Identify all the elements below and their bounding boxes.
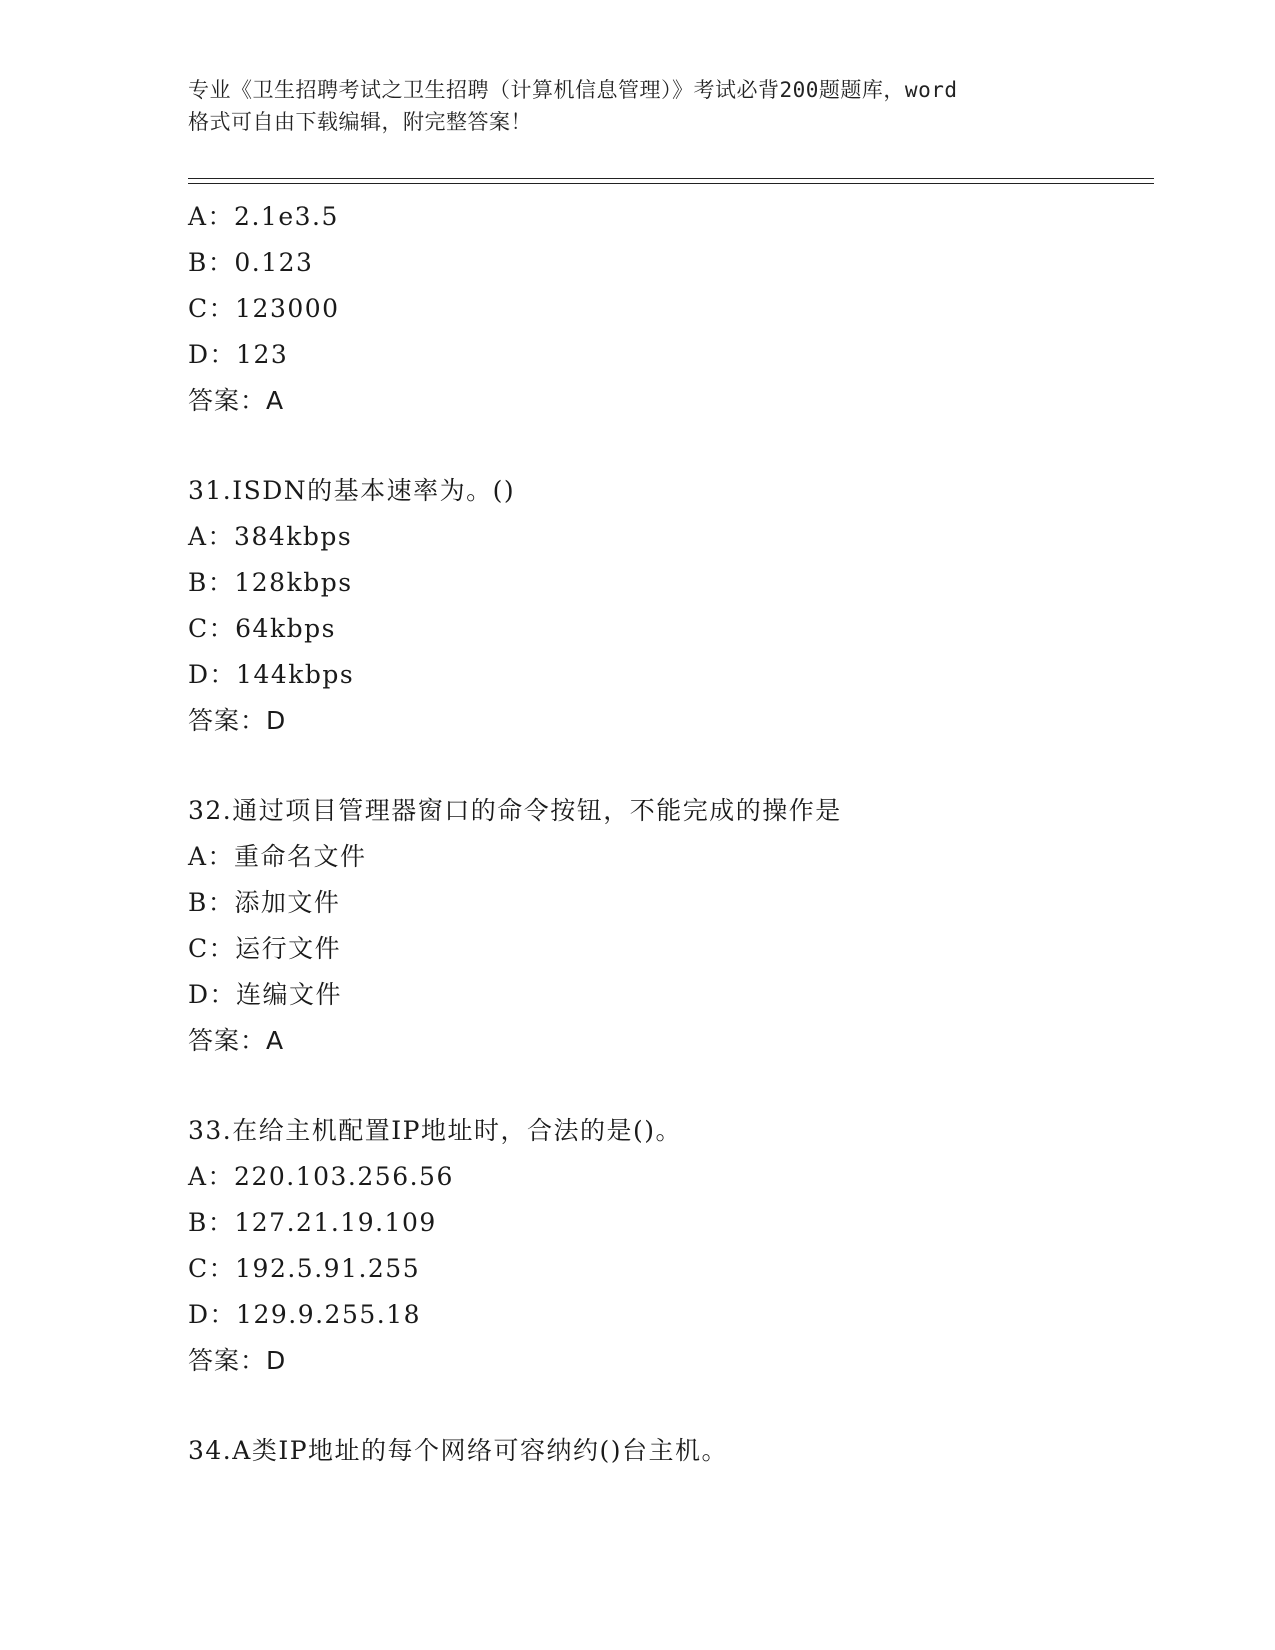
question-block: [188, 1108, 1154, 1384]
answer: 答案：D: [188, 706, 287, 735]
spacer: [188, 1064, 1154, 1108]
header-rule-bottom: [188, 183, 1154, 184]
option-a: A：384kbps: [188, 522, 353, 551]
option-c: C：运行文件: [188, 934, 342, 963]
question-block: [188, 468, 1154, 744]
header-line-2: 格式可自由下载编辑，附完整答案！: [188, 110, 532, 134]
question-stem: 33.在给主机配置IP地址时，合法的是()。: [188, 1116, 682, 1145]
document-header: [188, 74, 1088, 138]
question-list: [188, 194, 1154, 1474]
option-b: B：添加文件: [188, 888, 341, 917]
option-d: D：连编文件: [188, 980, 343, 1009]
option-c: C：64kbps: [188, 614, 336, 643]
option-c: C：123000: [188, 294, 340, 323]
question-stem: 32.通过项目管理器窗口的命令按钮，不能完成的操作是: [188, 796, 842, 825]
option-a: A：重命名文件: [188, 842, 367, 871]
option-c: C：192.5.91.255: [188, 1254, 421, 1283]
question-stem: 34.A类IP地址的每个网络可容纳约()台主机。: [188, 1436, 729, 1465]
option-a: A：2.1e3.5: [188, 202, 339, 231]
spacer: [188, 744, 1154, 788]
option-b: B：127.21.19.109: [188, 1208, 437, 1237]
header-rule-top: [188, 178, 1154, 179]
spacer: [188, 424, 1154, 468]
answer: 答案：D: [188, 1346, 287, 1375]
spacer: [188, 1384, 1154, 1428]
question-stem: 31.ISDN的基本速率为。(): [188, 476, 516, 505]
question-block: [188, 788, 1154, 1064]
question-block: [188, 1428, 1154, 1474]
answer: 答案：A: [188, 1026, 285, 1055]
option-d: D：144kbps: [188, 660, 355, 689]
question-block: [188, 194, 1154, 424]
option-a: A：220.103.256.56: [188, 1162, 454, 1191]
option-b: B：128kbps: [188, 568, 353, 597]
header-line-1: 专业《卫生招聘考试之卫生招聘（计算机信息管理）》考试必背200题题库，word: [188, 78, 958, 102]
option-b: B：0.123: [188, 248, 314, 277]
option-d: D：123: [188, 340, 289, 369]
answer: 答案：A: [188, 386, 285, 415]
option-d: D：129.9.255.18: [188, 1300, 422, 1329]
